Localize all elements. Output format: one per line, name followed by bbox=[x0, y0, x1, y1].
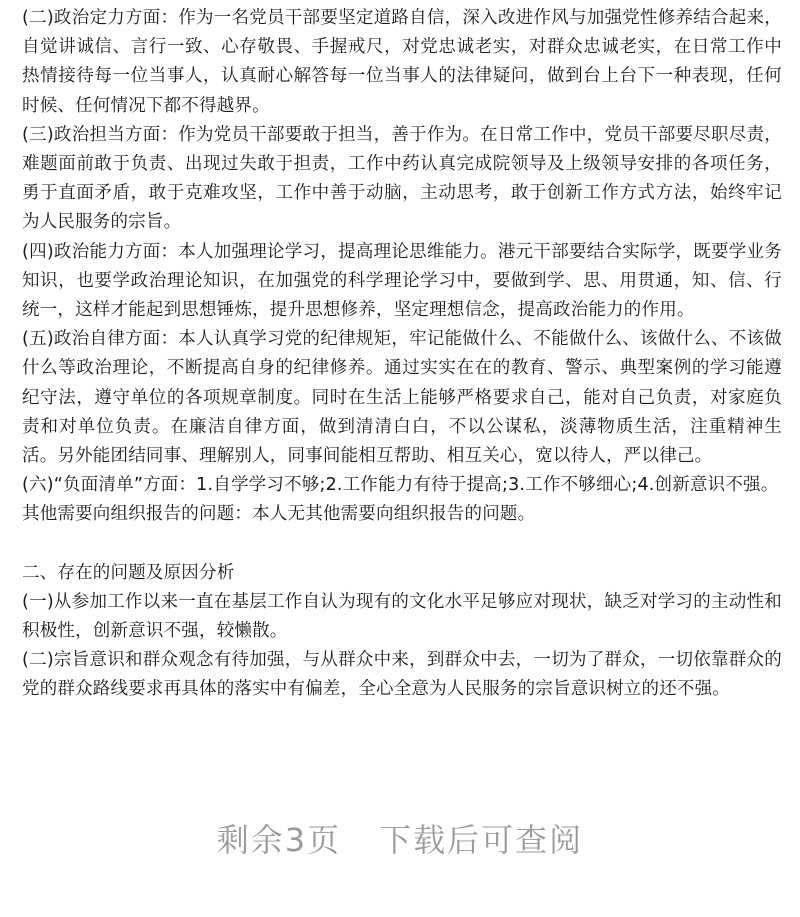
remaining-pages-text: 剩余3页 bbox=[216, 821, 342, 859]
paragraph-problem-study: (一)从参加工作以来一直在基层工作自认为现有的文化水平足够应对现状，缺乏对学习的主动性和积极性，创新意识不强，较懒散。 bbox=[22, 591, 782, 642]
paragraph-other-issues: 其他需要向组织报告的问题：本人无其他需要向组织报告的问题。 bbox=[22, 504, 536, 525]
paragraph-political-resolve: (二)政治定力方面：作为一名党员干部要坚定道路自信，深入改进作风与加强党性修养结合起来，自觉讲诚信、言行一致、心存敬畏、手握戒尺，对党忠诚老实，对群众忠诚老实，在日常工作中热情接待每一位当事人，认真耐心解答每一位当事人的法律疑问，做到台上台下一种表现，任何时候、任何情况下都不得越界。 bbox=[22, 8, 782, 116]
document-body bbox=[22, 4, 782, 705]
paragraph-gap bbox=[22, 530, 782, 559]
paragraph-problem-purpose: (二)宗旨意识和群众观念有待加强，与从群众中来，到群众中去，一切为了群众，一切依靠群众的党的群众路线要求再具体的落实中有偏差，全心全意为人民服务的宗旨意识树立的还不强。 bbox=[22, 650, 782, 700]
section-heading: 二、存在的问题及原因分析 bbox=[22, 562, 235, 583]
paragraph-negative-list: (六)“负面清单”方面：1.自学学习不够;2.工作能力有待于提高;3.工作不够细心;4.创新意识不强。 bbox=[22, 475, 779, 496]
download-prompt[interactable] bbox=[0, 815, 800, 861]
download-hint-text: 下载后可查阅 bbox=[379, 821, 584, 859]
paragraph-political-ability: (四)政治能力方面：本人加强理论学习，提高理论思维能力。港元干部要结合实际学，既要学业务知识，也要学政治理论知识，在加强党的科学理论学习中，要做到学、思、用贯通，知、信、行统一，这样才能起到思想锤炼，提升思想修养，坚定理想信念，提高政治能力的作用。 bbox=[22, 241, 782, 321]
paragraph-political-responsibility: (三)政治担当方面：作为党员干部要敢于担当，善于作为。在日常工作中，党员干部要尽职尽责，难题面前敢于负责、出现过失敢于担责，工作中药认真完成院领导及上级领导安排的各项任务，勇于直面矛盾，敢于克难攻坚，工作中善于动脑，主动思考，敢于创新工作方式方法，始终牢记为人民服务的宗旨。 bbox=[22, 124, 782, 233]
paragraph-political-self-discipline: (五)政治自律方面：本人认真学习党的纪律规矩，牢记能做什么、不能做什么、该做什么、不该做什么等政治理论，不断提高自身的纪律修养。通过实实在在的教育、警示、典型案例的学习能遵纪守法，遵守单位的各项规章制度。同时在生活上能够严格要求自己，能对自己负责，对家庭负责和对单位负责。在廉洁自律方面，做到清清白白，不以公谋私，淡薄物质生活，注重精神生活。另外能团结同事、理解别人，同事间能相互帮助、相互关心，宽以待人，严以律己。 bbox=[22, 329, 782, 467]
